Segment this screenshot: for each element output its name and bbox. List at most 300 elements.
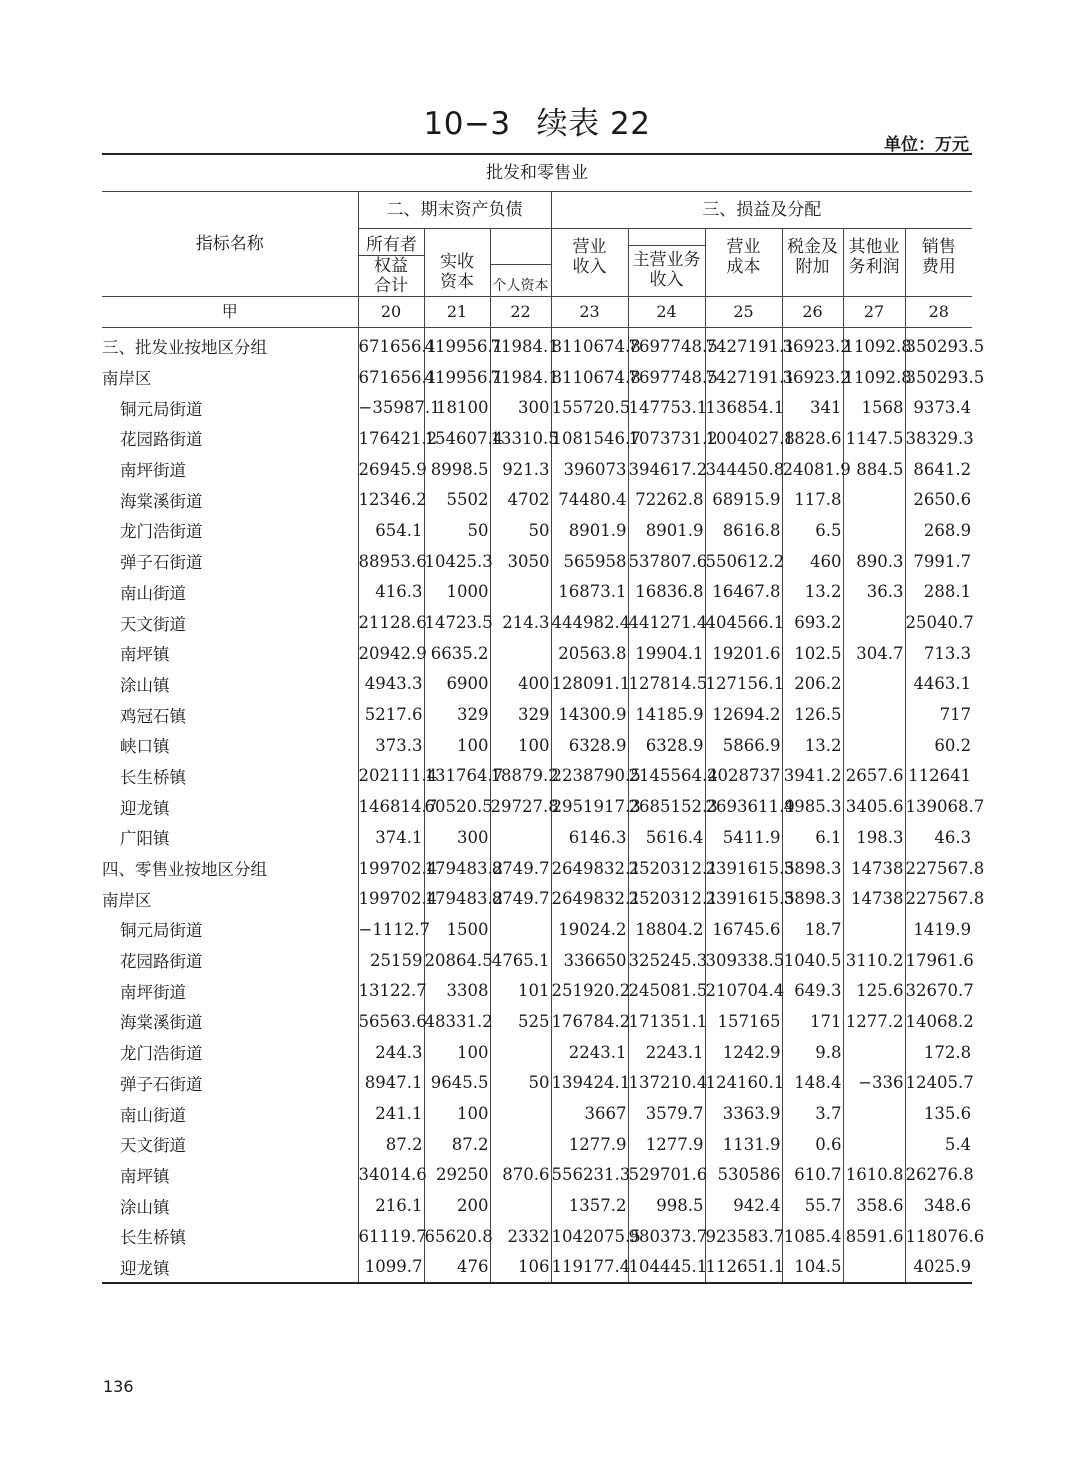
- value-cell: 2520312.1: [628, 853, 705, 884]
- row-name: 迎龙镇: [102, 1252, 358, 1284]
- index-cell: 25: [705, 297, 782, 328]
- value-cell: 6146.3: [551, 822, 628, 853]
- value-cell: 60.2: [905, 730, 972, 761]
- row-name: 涂山镇: [120, 1197, 170, 1217]
- col-main-business-revenue-line2: 收入: [649, 270, 684, 290]
- table-row: [102, 328, 972, 362]
- table-row: [102, 914, 972, 945]
- value-cell: 2649832.1: [551, 883, 628, 914]
- row-name: 广阳镇: [120, 829, 170, 849]
- value-cell: 227567.8: [905, 853, 972, 884]
- value-cell: 942.4: [705, 1190, 782, 1221]
- value-cell: 1000: [424, 577, 490, 608]
- col-personal-capital-label: 个人资本: [492, 278, 549, 294]
- col-operating-cost-line2: 成本: [726, 257, 761, 277]
- value-cell: 610.7: [782, 1160, 843, 1191]
- row-name: 花园路街道: [120, 430, 203, 450]
- index-cell: 22: [490, 297, 551, 328]
- value-cell: 344450.8: [705, 454, 782, 485]
- value-cell: 127814.5: [628, 669, 705, 700]
- value-cell: 419956.1: [424, 328, 490, 362]
- value-cell: 358.6: [843, 1190, 905, 1221]
- value-cell: 8749.7: [490, 883, 551, 914]
- value-cell: 8591.6: [843, 1221, 905, 1252]
- value-cell: 179483.2: [424, 883, 490, 914]
- value-cell: 350293.5: [905, 362, 972, 393]
- value-cell: 12405.7: [905, 1068, 972, 1099]
- value-cell: 525: [490, 1006, 551, 1037]
- index-cell: 26: [782, 297, 843, 328]
- row-name: 长生桥镇: [120, 1228, 186, 1248]
- value-cell: 71984.1: [490, 362, 551, 393]
- value-cell: 341: [782, 392, 843, 423]
- value-cell: 476: [424, 1252, 490, 1284]
- table-row: [102, 392, 972, 423]
- value-cell: [843, 607, 905, 638]
- value-cell: 210704.4: [705, 975, 782, 1006]
- value-cell: 2520312.1: [628, 883, 705, 914]
- value-cell: 199702.4: [358, 853, 424, 884]
- value-cell: 104445.1: [628, 1252, 705, 1284]
- value-cell: 16836.8: [628, 577, 705, 608]
- value-cell: 288.1: [905, 577, 972, 608]
- value-cell: 336650: [551, 945, 628, 976]
- value-cell: 348.6: [905, 1190, 972, 1221]
- value-cell: 124160.1: [705, 1068, 782, 1099]
- value-cell: 350293.5: [905, 328, 972, 362]
- index-cell: 甲: [102, 297, 358, 328]
- row-name: 天文街道: [120, 614, 186, 634]
- value-cell: 11092.8: [843, 362, 905, 393]
- value-cell: 13122.7: [358, 975, 424, 1006]
- value-cell: [843, 515, 905, 546]
- value-cell: 8901.9: [551, 515, 628, 546]
- value-cell: 102.5: [782, 638, 843, 669]
- value-cell: 2238790.5: [551, 761, 628, 792]
- row-name: 南岸区: [102, 890, 152, 910]
- value-cell: 3308: [424, 975, 490, 1006]
- row-name: 南岸区: [102, 369, 152, 389]
- table-row: [102, 1252, 972, 1284]
- value-cell: 8110674.8: [551, 362, 628, 393]
- index-cell: 20: [358, 297, 424, 328]
- value-cell: 56563.6: [358, 1006, 424, 1037]
- table-row: [102, 1190, 972, 1221]
- col-other-business-profit-line2: 务利润: [848, 257, 900, 277]
- value-cell: 18879.2: [490, 761, 551, 792]
- table-title-text: 续表 22: [536, 106, 651, 142]
- value-cell: −35987.1: [358, 392, 424, 423]
- value-cell: 550612.2: [705, 546, 782, 577]
- value-cell: 19024.2: [551, 914, 628, 945]
- value-cell: [843, 1098, 905, 1129]
- value-cell: 268.9: [905, 515, 972, 546]
- value-cell: 923583.7: [705, 1221, 782, 1252]
- col-paid-capital: [424, 229, 490, 297]
- table-row: [102, 1037, 972, 1068]
- value-cell: [490, 914, 551, 945]
- value-cell: 136854.1: [705, 392, 782, 423]
- value-cell: [843, 669, 905, 700]
- value-cell: 14185.9: [628, 699, 705, 730]
- table-row: [102, 638, 972, 669]
- value-cell: 216.1: [358, 1190, 424, 1221]
- table-row: [102, 362, 972, 393]
- value-cell: 126.5: [782, 699, 843, 730]
- table-row: [102, 853, 972, 884]
- value-cell: 5217.6: [358, 699, 424, 730]
- value-cell: 71984.1: [490, 328, 551, 362]
- value-cell: 3898.3: [782, 853, 843, 884]
- value-cell: 530586: [705, 1160, 782, 1191]
- value-cell: 6328.9: [628, 730, 705, 761]
- col-operating-revenue-line2: 收入: [572, 257, 607, 277]
- value-cell: 87.2: [358, 1129, 424, 1160]
- value-cell: 3941.2: [782, 761, 843, 792]
- value-cell: 14068.2: [905, 1006, 972, 1037]
- value-cell: 14738: [843, 853, 905, 884]
- value-cell: [843, 1252, 905, 1284]
- value-cell: 3579.7: [628, 1098, 705, 1129]
- value-cell: 17961.6: [905, 945, 972, 976]
- value-cell: 244.3: [358, 1037, 424, 1068]
- page-number: 136: [103, 1377, 134, 1396]
- row-name: 三、批发业按地区分组: [102, 338, 267, 358]
- table-row: [102, 454, 972, 485]
- value-cell: 125.6: [843, 975, 905, 1006]
- value-cell: 1099.7: [358, 1252, 424, 1284]
- table-row: [102, 1098, 972, 1129]
- value-cell: 9.8: [782, 1037, 843, 1068]
- value-cell: 1500: [424, 914, 490, 945]
- value-cell: 6328.9: [551, 730, 628, 761]
- row-name: 天文街道: [120, 1136, 186, 1156]
- col-operating-cost-line1: 营业: [726, 237, 761, 257]
- value-cell: 157165: [705, 1006, 782, 1037]
- value-cell: 148.4: [782, 1068, 843, 1099]
- col-selling-expenses-line1: 销售: [921, 237, 956, 257]
- value-cell: 46.3: [905, 822, 972, 853]
- value-cell: 529701.6: [628, 1160, 705, 1191]
- col-personal-capital: [490, 229, 551, 297]
- value-cell: 649.3: [782, 975, 843, 1006]
- col-other-business-profit: [843, 229, 905, 297]
- value-cell: 884.5: [843, 454, 905, 485]
- value-cell: 1610.8: [843, 1160, 905, 1191]
- value-cell: 2332: [490, 1221, 551, 1252]
- value-cell: 9645.5: [424, 1068, 490, 1099]
- value-cell: 419956.1: [424, 362, 490, 393]
- value-cell: 14723.5: [424, 607, 490, 638]
- value-cell: 2650.6: [905, 484, 972, 515]
- value-cell: 18.7: [782, 914, 843, 945]
- value-cell: 100: [424, 730, 490, 761]
- value-cell: [843, 730, 905, 761]
- value-cell: [490, 1190, 551, 1221]
- value-cell: 3898.3: [782, 883, 843, 914]
- row-name: 涂山镇: [120, 675, 170, 695]
- value-cell: 19201.6: [705, 638, 782, 669]
- value-cell: 117.8: [782, 484, 843, 515]
- value-cell: 890.3: [843, 546, 905, 577]
- value-cell: 7427191.1: [705, 328, 782, 362]
- value-cell: 14738: [843, 883, 905, 914]
- value-cell: 16745.6: [705, 914, 782, 945]
- value-cell: 1081546.7: [551, 423, 628, 454]
- unit-label: 单位：万元: [884, 135, 969, 155]
- value-cell: 171351.1: [628, 1006, 705, 1037]
- value-cell: 199702.4: [358, 883, 424, 914]
- value-cell: 135.6: [905, 1098, 972, 1129]
- value-cell: [843, 1037, 905, 1068]
- value-cell: 8947.1: [358, 1068, 424, 1099]
- value-cell: 241.1: [358, 1098, 424, 1129]
- value-cell: 1131.9: [705, 1129, 782, 1160]
- value-cell: 8749.7: [490, 853, 551, 884]
- value-cell: 25040.7: [905, 607, 972, 638]
- value-cell: 713.3: [905, 638, 972, 669]
- value-cell: 980373.7: [628, 1221, 705, 1252]
- table-row: [102, 423, 972, 454]
- value-cell: 139068.7: [905, 791, 972, 822]
- row-name: 龙门浩街道: [120, 522, 203, 542]
- column-index-row: [102, 297, 972, 328]
- value-cell: 48331.2: [424, 1006, 490, 1037]
- value-cell: 1277.9: [551, 1129, 628, 1160]
- value-cell: 87.2: [424, 1129, 490, 1160]
- col-selling-expenses: [905, 229, 972, 297]
- value-cell: [843, 484, 905, 515]
- value-cell: 32670.7: [905, 975, 972, 1006]
- row-name: 四、零售业按地区分组: [102, 860, 267, 880]
- value-cell: 1242.9: [705, 1037, 782, 1068]
- col-owner-equity-line3: 合计: [374, 276, 408, 296]
- value-cell: 50: [490, 515, 551, 546]
- row-name: 迎龙镇: [120, 798, 170, 818]
- table-header: [102, 154, 972, 328]
- statistics-table: [102, 153, 985, 1284]
- row-name: 南坪镇: [120, 645, 170, 665]
- value-cell: 460: [782, 546, 843, 577]
- row-name: 南坪街道: [120, 461, 186, 481]
- value-cell: 1147.5: [843, 423, 905, 454]
- value-cell: 4025.9: [905, 1252, 972, 1284]
- row-name: 南山街道: [120, 1105, 186, 1125]
- value-cell: 20563.8: [551, 638, 628, 669]
- value-cell: 7991.7: [905, 546, 972, 577]
- index-cell: 28: [905, 297, 972, 328]
- value-cell: 537807.6: [628, 546, 705, 577]
- value-cell: 373.3: [358, 730, 424, 761]
- col-paid-capital-line1: 实收: [440, 251, 474, 272]
- value-cell: 394617.2: [628, 454, 705, 485]
- value-cell: 9373.4: [905, 392, 972, 423]
- value-cell: 7697748.5: [628, 362, 705, 393]
- table-code: 10−3: [423, 106, 511, 142]
- col-owner-equity: [358, 229, 424, 297]
- value-cell: [843, 1129, 905, 1160]
- index-cell: 24: [628, 297, 705, 328]
- value-cell: 556231.3: [551, 1160, 628, 1191]
- value-cell: 671656.1: [358, 328, 424, 362]
- value-cell: 14300.9: [551, 699, 628, 730]
- value-cell: 309338.5: [705, 945, 782, 976]
- value-cell: 2391615.5: [705, 853, 782, 884]
- col-main-business-revenue: [628, 229, 705, 297]
- table-row: [102, 761, 972, 792]
- value-cell: 55.7: [782, 1190, 843, 1221]
- value-cell: 1419.9: [905, 914, 972, 945]
- value-cell: 4765.1: [490, 945, 551, 976]
- value-cell: 21128.6: [358, 607, 424, 638]
- value-cell: 16873.1: [551, 577, 628, 608]
- table-row: [102, 607, 972, 638]
- value-cell: 329: [424, 699, 490, 730]
- value-cell: 300: [424, 822, 490, 853]
- value-cell: 6900: [424, 669, 490, 700]
- value-cell: 2145564.4: [628, 761, 705, 792]
- value-cell: 16467.8: [705, 577, 782, 608]
- value-cell: 2028737: [705, 761, 782, 792]
- section-balance-sheet: 二、期末资产负债: [358, 192, 551, 229]
- col-taxes-surcharges-line1: 税金及: [787, 237, 838, 257]
- row-name: 海棠溪街道: [120, 491, 203, 511]
- value-cell: 5866.9: [705, 730, 782, 761]
- value-cell: 202111.4: [358, 761, 424, 792]
- value-cell: 6635.2: [424, 638, 490, 669]
- value-cell: 26276.8: [905, 1160, 972, 1191]
- value-cell: 1040.5: [782, 945, 843, 976]
- value-cell: 18804.2: [628, 914, 705, 945]
- value-cell: 61119.7: [358, 1221, 424, 1252]
- value-cell: 1042075.5: [551, 1221, 628, 1252]
- value-cell: 654.1: [358, 515, 424, 546]
- value-cell: 5502: [424, 484, 490, 515]
- table-row: [102, 577, 972, 608]
- value-cell: 1357.2: [551, 1190, 628, 1221]
- col-selling-expenses-line2: 费用: [921, 257, 956, 277]
- row-name: 弹子石街道: [120, 1074, 203, 1094]
- col-taxes-surcharges: [782, 229, 843, 297]
- value-cell: 34014.6: [358, 1160, 424, 1191]
- value-cell: 3363.9: [705, 1098, 782, 1129]
- value-cell: 8616.8: [705, 515, 782, 546]
- index-cell: 21: [424, 297, 490, 328]
- value-cell: 404566.1: [705, 607, 782, 638]
- indicator-name-header: 指标名称: [195, 234, 264, 254]
- table-row: [102, 1129, 972, 1160]
- value-cell: 139424.1: [551, 1068, 628, 1099]
- value-cell: 100: [424, 1037, 490, 1068]
- value-cell: 50: [490, 1068, 551, 1099]
- value-cell: 2243.1: [551, 1037, 628, 1068]
- value-cell: [490, 822, 551, 853]
- value-cell: 4702: [490, 484, 551, 515]
- value-cell: 38329.3: [905, 423, 972, 454]
- table-row: [102, 791, 972, 822]
- value-cell: 100: [424, 1098, 490, 1129]
- row-name: 龙门浩街道: [120, 1044, 203, 1064]
- value-cell: 20864.5: [424, 945, 490, 976]
- value-cell: 717: [905, 699, 972, 730]
- value-cell: 176421.2: [358, 423, 424, 454]
- value-cell: 329: [490, 699, 551, 730]
- table-row: [102, 484, 972, 515]
- value-cell: 6.1: [782, 822, 843, 853]
- value-cell: 137210.4: [628, 1068, 705, 1099]
- value-cell: 2649832.1: [551, 853, 628, 884]
- value-cell: 60520.5: [424, 791, 490, 822]
- value-cell: 3667: [551, 1098, 628, 1129]
- value-cell: 13310.5: [490, 423, 551, 454]
- value-cell: 8901.9: [628, 515, 705, 546]
- value-cell: 5411.9: [705, 822, 782, 853]
- col-operating-cost: [705, 229, 782, 297]
- value-cell: 6.5: [782, 515, 843, 546]
- value-cell: 74480.4: [551, 484, 628, 515]
- value-cell: 100: [490, 730, 551, 761]
- value-cell: 29727.8: [490, 791, 551, 822]
- value-cell: 5.4: [905, 1129, 972, 1160]
- value-cell: 19904.1: [628, 638, 705, 669]
- value-cell: 104.5: [782, 1252, 843, 1284]
- col-operating-revenue: [551, 229, 628, 297]
- value-cell: [490, 1129, 551, 1160]
- value-cell: 2693611.9: [705, 791, 782, 822]
- value-cell: [490, 638, 551, 669]
- value-cell: 171: [782, 1006, 843, 1037]
- value-cell: 374.1: [358, 822, 424, 853]
- value-cell: 8641.2: [905, 454, 972, 485]
- value-cell: 1073731.2: [628, 423, 705, 454]
- table-row: [102, 1160, 972, 1191]
- value-cell: 565958: [551, 546, 628, 577]
- value-cell: 11092.8: [843, 328, 905, 362]
- value-cell: [490, 1037, 551, 1068]
- value-cell: 4943.3: [358, 669, 424, 700]
- value-cell: 131764.7: [424, 761, 490, 792]
- table-row: [102, 822, 972, 853]
- table-row: [102, 515, 972, 546]
- row-name: 花园路街道: [120, 952, 203, 972]
- row-name: 长生桥镇: [120, 767, 186, 787]
- value-cell: 36.3: [843, 577, 905, 608]
- value-cell: 147753.1: [628, 392, 705, 423]
- col-main-business-revenue-line1: 主营业务: [632, 250, 701, 270]
- value-cell: 1277.2: [843, 1006, 905, 1037]
- value-cell: 870.6: [490, 1160, 551, 1191]
- value-cell: 921.3: [490, 454, 551, 485]
- value-cell: −336: [843, 1068, 905, 1099]
- table-row: [102, 669, 972, 700]
- section-profit-distribution: 三、损益及分配: [551, 192, 972, 229]
- value-cell: 154607.4: [424, 423, 490, 454]
- table-row: [102, 945, 972, 976]
- value-cell: 214.3: [490, 607, 551, 638]
- value-cell: [490, 577, 551, 608]
- value-cell: 24081.9: [782, 454, 843, 485]
- value-cell: 396073: [551, 454, 628, 485]
- value-cell: 36923.2: [782, 362, 843, 393]
- value-cell: 12346.2: [358, 484, 424, 515]
- col-other-business-profit-line1: 其他业: [848, 237, 900, 257]
- value-cell: 4985.3: [782, 791, 843, 822]
- value-cell: 119177.4: [551, 1252, 628, 1284]
- value-cell: 13.2: [782, 577, 843, 608]
- value-cell: 2243.1: [628, 1037, 705, 1068]
- value-cell: 128091.1: [551, 669, 628, 700]
- value-cell: 198.3: [843, 822, 905, 853]
